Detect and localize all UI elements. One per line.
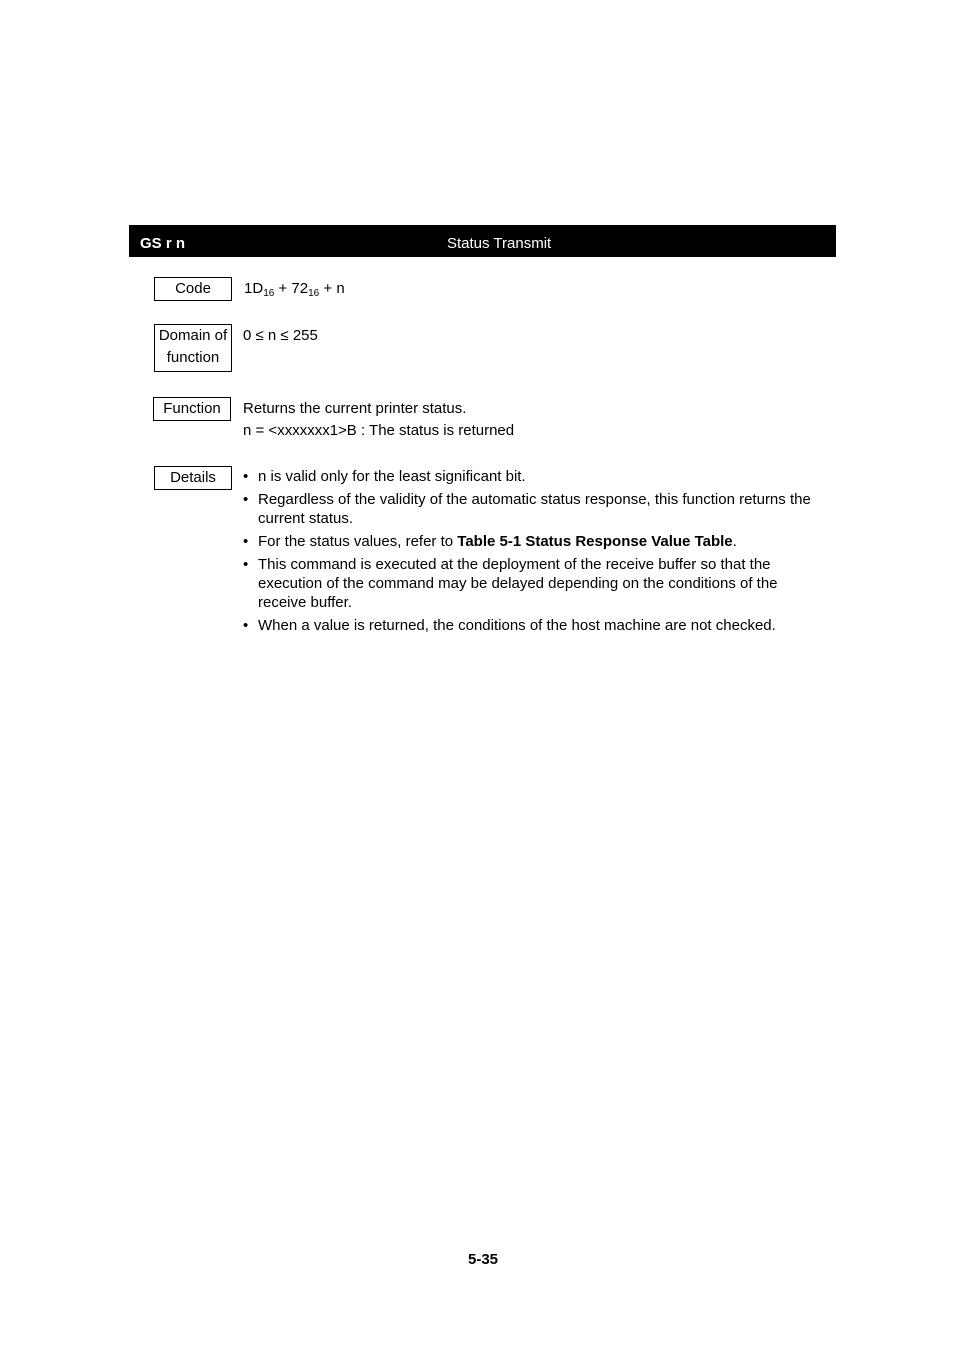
details-item [243,490,829,528]
details-item [243,616,829,635]
page-number: 5-35 [467,1251,499,1268]
details-list [243,467,829,639]
details-item-text: n is valid only for the least significant bit. [258,468,526,485]
code-op2: + n [319,280,345,297]
bullet-icon: • [243,533,249,550]
details-item [243,467,829,486]
bullet-icon: • [243,556,249,573]
code-part1: 1D [244,280,264,297]
details-item-text-suffix: . [732,533,737,550]
details-item-text: Regardless of the validity of the automatic status response, this function returns the current status. [258,491,811,527]
domain-value: 0 ≤ n ≤ 255 [243,327,318,344]
details-item-text [258,533,737,550]
bullet-icon: • [243,491,249,508]
details-item-text: This command is executed at the deployment of the receive buffer so that the execution of the command may be delayed depending on the conditions of the receive buffer. [258,556,778,611]
domain-label-line1: Domain of [158,327,228,344]
details-item [243,555,829,612]
code-value [244,278,345,300]
function-label: Function [153,397,231,421]
bullet-icon: • [243,617,249,634]
function-parameter: n = <xxxxxxx1>B : The status is returned [243,422,515,439]
command-title: Status Transmit [447,235,552,252]
bullet-icon: • [243,468,249,485]
code-subscript-1: 16 [263,288,275,299]
details-item-text-prefix: For the status values, refer to [258,533,458,550]
code-subscript-2: 16 [308,288,320,299]
details-label: Details [154,466,232,490]
function-description: Returns the current printer status. [243,400,467,417]
command-header-bar [129,225,836,257]
details-item-text: When a value is returned, the conditions of the host machine are not checked. [258,617,776,634]
command-name: GS r n [140,235,186,252]
domain-label [154,324,232,372]
details-item [243,532,829,551]
domain-label-line2: function [166,349,220,366]
code-op1: + 72 [274,280,309,297]
table-reference: Table 5-1 Status Response Value Table [457,533,733,550]
code-label: Code [154,277,232,301]
